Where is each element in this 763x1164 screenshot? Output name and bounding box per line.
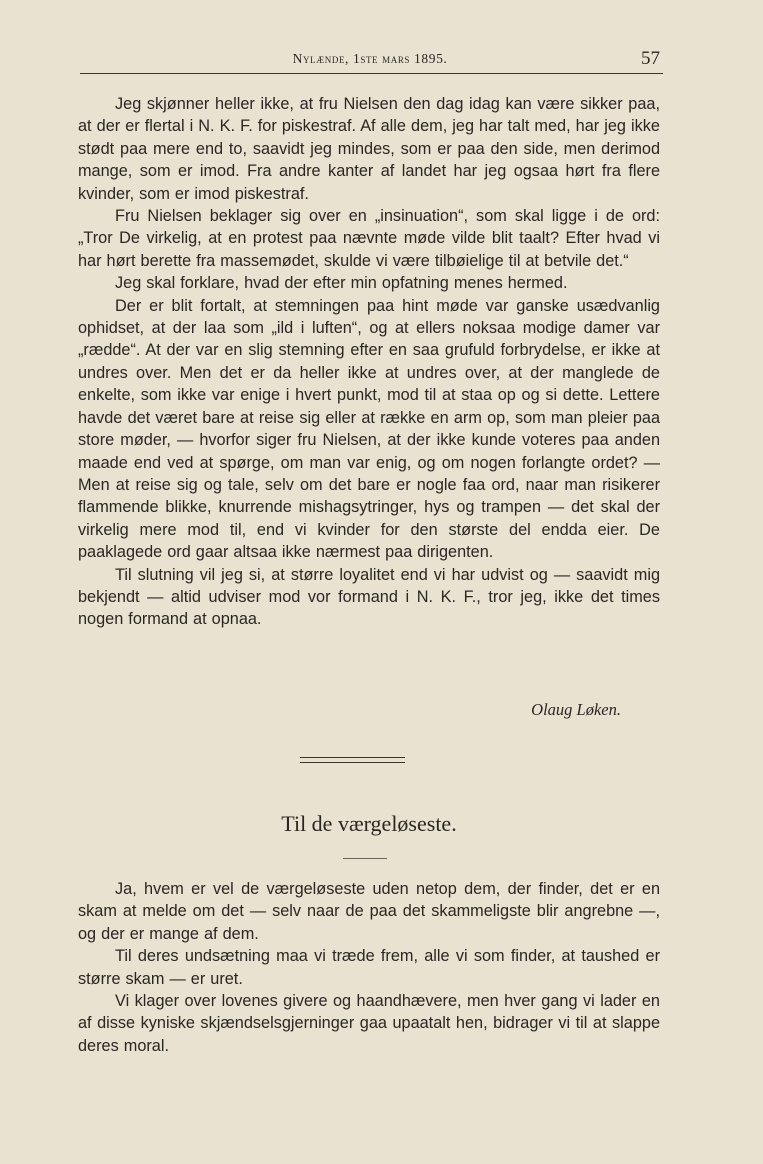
section-divider <box>300 757 405 763</box>
article2-title: Til de værgeløseste. <box>281 811 457 836</box>
page-header <box>80 48 660 74</box>
title-divider <box>343 858 387 859</box>
article2-paragraph-1: Ja, hvem er vel de værgeløseste uden netop dem, der finder, det er en skam at melde om det — selv naar de paa det skammeligste blir angrebne —, og der er mange af dem. <box>78 880 660 943</box>
author-signature: Olaug Løken. <box>531 700 621 719</box>
article2-paragraph-2: Til deres undsætning maa vi træde frem, alle vi som finder, at taushed er større skam — er uret. <box>78 947 660 988</box>
article-olaug-loken <box>78 93 660 631</box>
article1-paragraph-4: Der er blit fortalt, at stemningen paa hint møde var ganske usædvanlig ophidset, at der laa som „ild i luften“, og at ellers noksaa modige damer var „rædde“. At der var en slig stemning efter en saa grufuld forbrydelse, er ikke at undres over. Men det er da heller ikke at undres over, at der manglede de enkelte, som ikke var enige i hvert punkt, mod til at staa op og si dette. Lettere havde det været bare at reise sig eller at række en arm op, som man pleier paa store møder, — hvorfor siger fru Nielsen, at der ikke kunde voteres paa anden maade end ved at spørge, om man var enig, og om nogen forlangte ordet? — Men at reise sig og tale, selv om det bare er nogle faa ord, naar man risikerer flammende blikke, knurrende mishagsytringer, hys og trampen — det skal der virkelig mere mod til, end vi kvinder for den største del endda eier. De paaklagede ord gaar altsaa ikke nærmest paa dirigenten. <box>78 296 660 562</box>
article1-paragraph-1: Jeg skjønner heller ikke, at fru Nielsen den dag idag kan være sikker paa, at der er flertal i N. K. F. for piskestraf. Af alle dem, jeg har talt med, har jeg ikke stødt paa mere end to, saavidt jeg mindes, som er paa den side, men derimod mange, som er imod. Fra andre kanter af landet har jeg ogsaa hørt fra flere kvinder, som er imod piskestraf. <box>78 95 660 203</box>
header-rule <box>80 73 663 74</box>
page-number: 57 <box>641 48 660 69</box>
article1-paragraph-3: Jeg skal forklare, hvad der efter min opfatning menes hermed. <box>115 274 568 293</box>
running-title: Nylænde, 1ste mars 1895. <box>292 51 448 66</box>
article2-paragraph-3: Vi klager over lovenes givere og haandhævere, men hver gang vi lader en af disse kyniske skjændselsgjerninger gaa upaatalt hen, bidrager vi til at slappe deres moral. <box>78 992 660 1055</box>
article1-paragraph-5: Til slutning vil jeg si, at større loyalitet end vi har udvist og — saavidt mig bekjendt — altid udviser mod vor formand i N. K. F., tror jeg, ikke det times nogen formand at opnaa. <box>78 565 660 629</box>
article1-paragraph-2: Fru Nielsen beklager sig over en „insinuation“, som skal ligge i de ord: „Tror De virkelig, at en protest paa nævnte møde vilde blit taalt? Efter hvad vi har hørt berette fra massemødet, skulde vi være tilbøielige til at betvile det.“ <box>78 207 660 270</box>
article-vaergeloseste <box>78 878 660 1057</box>
